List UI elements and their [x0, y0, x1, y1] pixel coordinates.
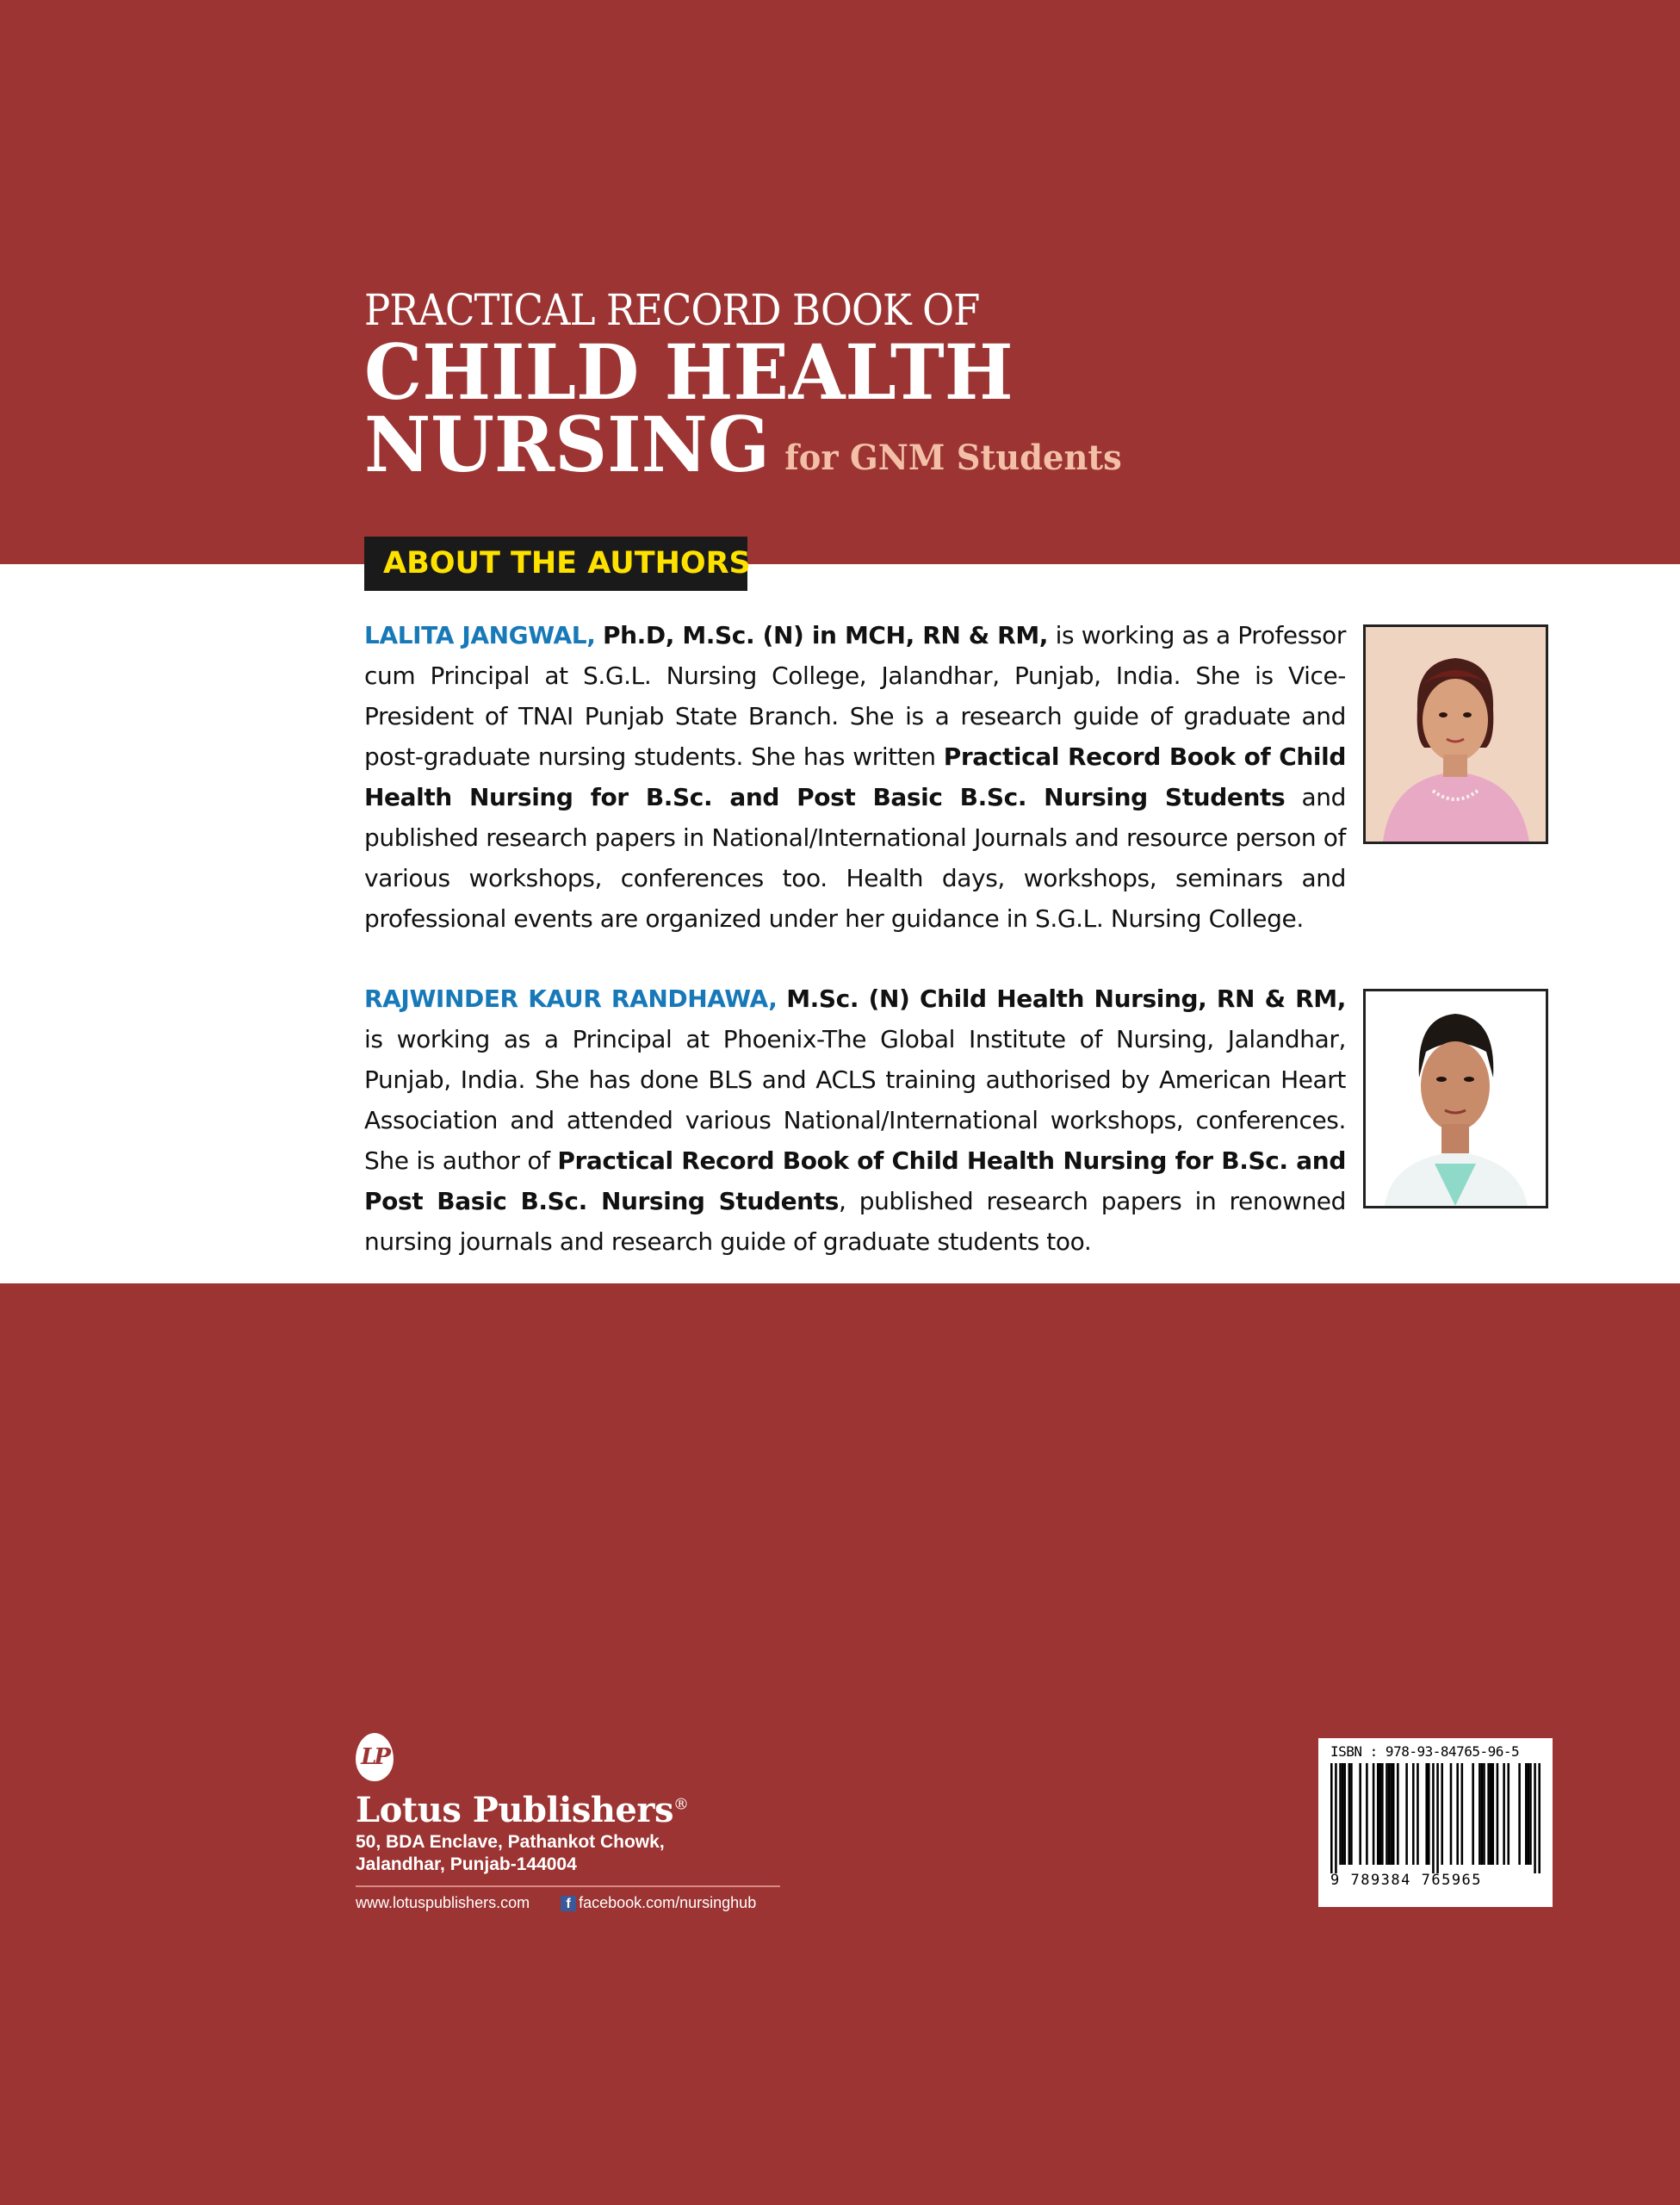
barcode-bar [1456, 1763, 1459, 1865]
barcode-bar [1425, 1763, 1428, 1865]
barcode-bar [1491, 1763, 1494, 1865]
barcode-bar [1412, 1763, 1415, 1865]
author-name: RAJWINDER KAUR RANDHAWA, [364, 984, 778, 1013]
barcode-bar [1348, 1763, 1351, 1865]
author-qualifications: Ph.D, M.Sc. (N) in MCH, RN & RM, [602, 621, 1049, 649]
barcode-bar [1388, 1763, 1391, 1865]
author-bio-text-continued: , published research papers in renowned nursing journals and research guide of graduate students too. [364, 1187, 1346, 1256]
barcode-bar [1450, 1763, 1453, 1865]
barcode-bar [1503, 1763, 1505, 1865]
isbn-barcode [1318, 1738, 1553, 1907]
author-book-title: Practical Record Book of Child Health Nursing for B.Sc. and Post Basic B.Sc. Nursing Students [364, 1146, 1346, 1215]
book-title-block [364, 284, 1153, 494]
author-name: LALITA JANGWAL, [364, 621, 596, 649]
author-book-title: Practical Record Book of Child Health Nursing for B.Sc. and Post Basic B.Sc. Nursing Students [364, 742, 1346, 811]
barcode-bar [1507, 1763, 1510, 1865]
publisher-logo-icon: LP [356, 1733, 394, 1781]
barcode-bar [1518, 1763, 1521, 1865]
publisher-links [356, 1894, 780, 1912]
publisher-address-line1: 50, BDA Enclave, Pathankot Chowk, [356, 1832, 665, 1852]
barcode-bar [1392, 1763, 1395, 1865]
author-portrait-image [1366, 991, 1546, 1206]
publisher-block [356, 1733, 780, 1912]
barcode-bar [1534, 1763, 1536, 1873]
barcode-bar [1373, 1763, 1375, 1865]
barcode-bar [1366, 1763, 1368, 1865]
publisher-name-text: Lotus Publishers [356, 1790, 673, 1830]
barcode-bar [1483, 1763, 1485, 1865]
barcode-bar [1405, 1763, 1408, 1865]
facebook-icon: f [561, 1896, 576, 1911]
barcode-bar [1381, 1763, 1384, 1865]
title-main-line2 [364, 400, 1122, 494]
barcode-bar [1490, 1763, 1492, 1865]
barcode-bar [1479, 1763, 1481, 1865]
barcode-bar [1350, 1763, 1353, 1865]
barcode-bar [1343, 1763, 1346, 1865]
author-portrait-image [1366, 627, 1546, 842]
barcode-bar [1432, 1763, 1435, 1873]
isbn-label: ISBN : 978-93-84765-96-5 [1330, 1743, 1520, 1760]
publisher-website-link[interactable]: www.lotuspublishers.com [356, 1894, 530, 1911]
barcode-bar [1390, 1763, 1392, 1865]
author-photo-1 [1363, 624, 1548, 844]
publisher-divider [356, 1885, 780, 1887]
author-bio-2 [364, 978, 1346, 1262]
barcode-bar [1335, 1763, 1337, 1873]
about-authors-heading: ABOUT THE AUTHORS [364, 537, 747, 591]
barcode-bar [1377, 1763, 1379, 1865]
barcode-bar [1529, 1763, 1532, 1865]
barcode-bar [1441, 1763, 1443, 1865]
author-bio-text-continued: and published research papers in National/International Journals and resource person of various workshops, conferences too. Health days, workshops, seminars and professional events are organized under her guidance in S.G.L. Nursing College. [364, 783, 1346, 933]
registered-mark: ® [673, 1795, 689, 1814]
author-bio-text: is working as a Principal at Phoenix-The Global Institute of Nursing, Jalandhar, Punjab, India. She has done BLS and ACLS training authorised by American Heart Association and attended various National/International workshops, conferences. She is author of [364, 1025, 1346, 1175]
barcode-bar [1525, 1763, 1528, 1865]
author-qualifications: M.Sc. (N) Child Health Nursing, RN & RM, [786, 984, 1346, 1013]
barcode-bar [1379, 1763, 1382, 1865]
author-bio-1 [364, 615, 1346, 939]
title-main-line1: CHILD HEALTH [364, 327, 1014, 417]
barcode-bar [1428, 1763, 1430, 1865]
title-prefix: PRACTICAL RECORD BOOK OF [364, 285, 980, 335]
barcode-bar [1436, 1763, 1439, 1873]
barcode-bar [1339, 1763, 1342, 1865]
barcode-bar [1359, 1763, 1361, 1865]
barcode-bars [1330, 1763, 1541, 1873]
publisher-facebook-link[interactable]: facebook.com/nursinghub [579, 1894, 757, 1911]
barcode-bar [1461, 1763, 1464, 1865]
barcode-bar [1497, 1763, 1499, 1865]
publisher-name [356, 1790, 780, 1830]
barcode-digits: 9 789384 765965 [1330, 1872, 1483, 1889]
barcode-bar [1342, 1763, 1344, 1865]
barcode-bar [1528, 1763, 1530, 1865]
title-suffix: for GNM Students [784, 438, 1122, 478]
barcode-bar [1417, 1763, 1419, 1865]
barcode-bar [1386, 1763, 1388, 1865]
barcode-bar [1397, 1763, 1399, 1865]
barcode-bar [1481, 1763, 1484, 1865]
publisher-address-line2: Jalandhar, Punjab-144004 [356, 1854, 577, 1874]
barcode-bar [1330, 1763, 1333, 1873]
title-main-word: NURSING [364, 400, 770, 489]
barcode-bar [1487, 1763, 1490, 1865]
author-photo-2 [1363, 989, 1548, 1208]
barcode-bar [1538, 1763, 1541, 1873]
author-bio-text: is working as a Professor cum Principal at S.G.L. Nursing College, Jalandhar, Punjab, India. She is Vice-President of TNAI Punjab State Branch. She is a research guide of graduate and post-graduate nursing students. She has written [364, 621, 1346, 771]
barcode-bar [1472, 1763, 1474, 1865]
